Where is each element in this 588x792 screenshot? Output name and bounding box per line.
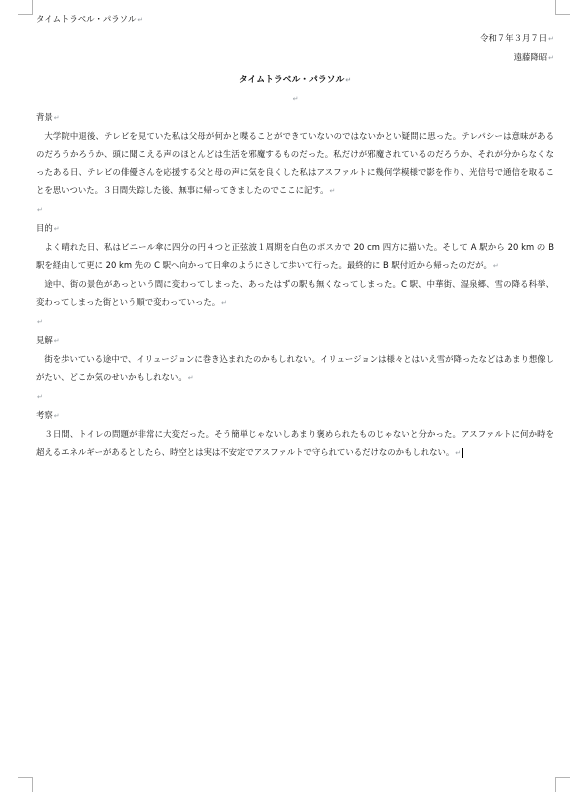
date: 令和７年３月７日	[480, 33, 548, 43]
paragraph-mark-icon: ↵	[53, 114, 60, 122]
section-heading-consideration: 考察↵	[36, 410, 60, 420]
page-corner-mark	[555, 0, 570, 15]
empty-line	[36, 312, 554, 331]
page-corner-mark	[18, 777, 33, 792]
document-body[interactable]	[36, 10, 554, 462]
section-heading-background: 背景↵	[36, 112, 60, 122]
author-line	[36, 48, 554, 67]
paragraph-mark-icon: ↵	[37, 206, 43, 214]
header-title-line	[36, 10, 554, 29]
paragraph-mark-icon: ↵	[37, 318, 43, 326]
page-corner-mark	[18, 0, 33, 15]
author: 遠藤降昭	[513, 52, 548, 62]
document-title-line	[36, 71, 554, 89]
paragraph-mark-icon: ↵	[345, 76, 352, 84]
paragraph-purpose-1: よく晴れた日、私はビニール傘に四分の円４つと正弦波１周期を白色のポスカで 20 cm 四方に描いた。そして A 駅から 20 km の B 駅を経由して更に 20 km 先の C 駅へ向かって日傘のようにさして歩いて行った。最終的に B 駅付近から帰ったのだが。↵	[36, 242, 554, 270]
section-heading-opinion: 見解↵	[36, 335, 60, 345]
paragraph-background: 大学院中退後、テレビを見ていた私は父母が何かと喋ることができていないのではないかとい疑問に思った。テレパシーは意味があるのだろうかろうか、頭に聞こえる声のほとんどは生活を邪魔するものだった。私だけが邪魔されているのだろうか、それが分からなくなったある日、テレビの俳優さんを応援する父と母の声に気を良くした私はアスファルトに幾何学模様で影を作り、光信号で通信を取ることを思いついた。３日間失踪した後、無事に帰ってきましたのでここに記す。↵	[36, 131, 554, 195]
paragraph-mark-icon: ↵	[548, 54, 554, 62]
text-cursor	[462, 448, 463, 458]
paragraph-mark-icon: ↵	[137, 16, 144, 24]
date-line	[36, 29, 554, 48]
section-heading-purpose: 目的↵	[36, 223, 60, 233]
paragraph-mark-icon: ↵	[37, 393, 43, 401]
empty-line	[36, 200, 554, 219]
paragraph-mark-icon: ↵	[187, 374, 194, 382]
paragraph-consideration: ３日間、トイレの問題が非常に大変だった。そう簡単じゃないしあまり褒められたものじゃないと分かった。アスファルトに何か時を超えるエネルギーがあるとしたら、時空とは実は不安定でアスファルトで守られているだけなのかもしれない。↵	[36, 429, 554, 457]
paragraph-mark-icon: ↵	[548, 35, 554, 43]
paragraph-mark-icon: ↵	[292, 95, 299, 103]
page-corner-mark	[555, 777, 570, 792]
document-title: タイムトラベル・パラソル	[238, 75, 345, 85]
paragraph-purpose-2: 途中、街の景色があっという間に変わってしまった、あったはずの駅も無くなってしまった。C 駅、中華街、湿泉郷、雪の降る科挙、変わってしまった街という順で変わっていった。↵	[36, 279, 554, 307]
paragraph-mark-icon: ↵	[221, 299, 227, 307]
paragraph-opinion: 街を歩いている途中で、イリュージョンに巻き込まれたのかもしれない。イリュージョンは様々とはいえ雪が降ったなどはあまり想像しがたい、どこか気のせいかもしれない。↵	[36, 354, 554, 382]
paragraph-mark-icon: ↵	[492, 262, 499, 270]
paragraph-mark-icon: ↵	[53, 337, 60, 345]
paragraph-mark-icon: ↵	[455, 449, 462, 457]
header-title: タイムトラベル・パラソル	[36, 14, 137, 24]
paragraph-mark-icon: ↵	[329, 187, 336, 195]
empty-line	[36, 387, 554, 406]
empty-line	[36, 89, 554, 108]
paragraph-mark-icon: ↵	[53, 412, 60, 420]
paragraph-mark-icon: ↵	[53, 225, 60, 233]
